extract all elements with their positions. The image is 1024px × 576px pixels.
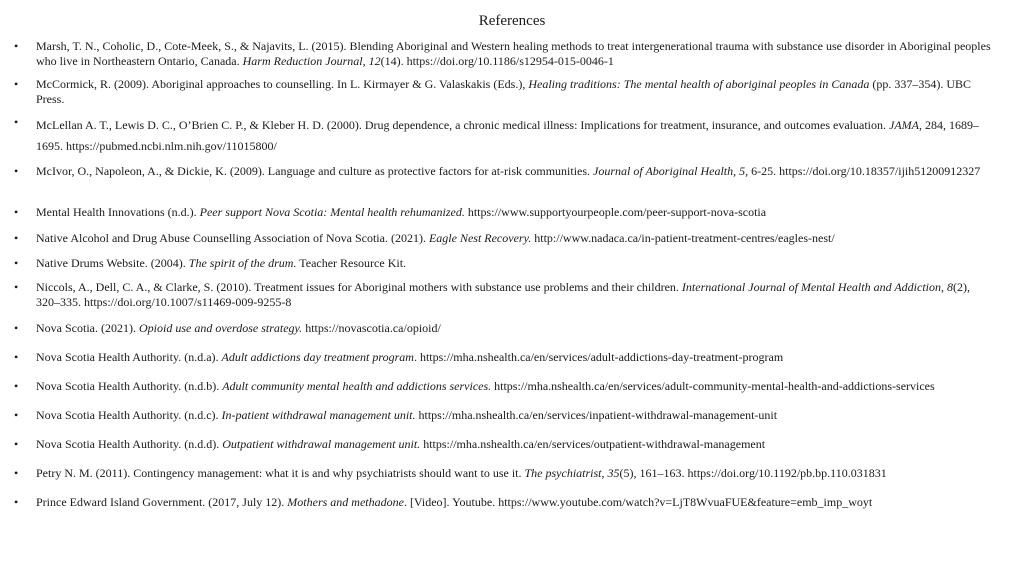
reference-text-segment: McIvor, O., Napoleon, A., & Dickie, K. (2009). Language and culture as protective factors for at-risk communities. bbox=[36, 164, 594, 178]
reference-source-title: Opioid use and overdose strategy. bbox=[138, 321, 303, 335]
bullet: • bbox=[14, 231, 19, 245]
reference-text-segment: https://mha.nshealth.ca/en/services/outpatient-withdrawal-management bbox=[420, 437, 766, 451]
reference-text-segment: Niccols, A., Dell, C. A., & Clarke, S. (2010). Treatment issues for Aboriginal mothers with substance use problems and their children. bbox=[36, 280, 682, 294]
bullet: • bbox=[14, 39, 19, 53]
bullet: • bbox=[14, 495, 19, 509]
reference-text bbox=[36, 205, 1000, 220]
reference-item bbox=[0, 39, 1000, 69]
reference-text-segment: Mental Health Innovations (n.d.). bbox=[36, 205, 200, 219]
reference-source-title: Journal of Aboriginal Health, 5, bbox=[593, 164, 749, 178]
reference-source-title: International Journal of Mental Health and Addiction bbox=[681, 280, 942, 294]
reference-text-segment: https://novascotia.ca/opioid/ bbox=[302, 321, 441, 335]
reference-text-segment: Prince Edward Island Government. (2017, July 12). bbox=[36, 495, 288, 509]
page-title: References bbox=[478, 13, 546, 29]
bullet: • bbox=[14, 350, 19, 364]
reference-item bbox=[0, 256, 1000, 271]
reference-item bbox=[0, 495, 1000, 510]
reference-item bbox=[0, 115, 1000, 157]
reference-source-title: The spirit of the drum. bbox=[188, 256, 297, 270]
reference-text-segment: (2), 320–335. https://doi.org/10.1007/s11469-009-9255-8 bbox=[36, 280, 971, 309]
reference-text bbox=[36, 350, 1000, 365]
bullet: • bbox=[14, 256, 19, 270]
reference-text-segment: https://www.supportyourpeople.com/peer-support-nova-scotia bbox=[464, 205, 767, 219]
reference-text bbox=[36, 280, 1000, 310]
reference-text-segment: Native Alcohol and Drug Abuse Counselling Association of Nova Scotia. (2021). bbox=[36, 231, 429, 245]
reference-text bbox=[36, 321, 1000, 336]
reference-item bbox=[0, 408, 1000, 423]
reference-text bbox=[36, 437, 1000, 452]
reference-text-segment: , bbox=[601, 466, 608, 480]
reference-text bbox=[36, 231, 1000, 246]
reference-text-segment: , bbox=[941, 280, 948, 294]
reference-source-title: The psychiatrist bbox=[524, 466, 602, 480]
reference-text-segment: Petry N. M. (2011). Contingency management: what it is and why psychiatrists should want to use it. bbox=[36, 466, 525, 480]
reference-source-title: Eagle Nest Recovery. bbox=[428, 231, 532, 245]
reference-text bbox=[36, 379, 1000, 394]
reference-text bbox=[36, 77, 1000, 107]
bullet: • bbox=[14, 115, 19, 129]
reference-item bbox=[0, 350, 1000, 365]
reference-text-segment: http://www.nadaca.ca/in-patient-treatment-centres/eagles-nest/ bbox=[531, 231, 835, 245]
reference-text bbox=[36, 39, 1000, 69]
reference-item bbox=[0, 280, 1000, 310]
reference-item bbox=[0, 466, 1000, 481]
bullet: • bbox=[14, 164, 19, 178]
reference-text-segment: , 284, 1689–1695. https://pubmed.ncbi.nlm.nih.gov/11015800/ bbox=[36, 118, 979, 153]
reference-source-title: Adult community mental health and addictions services. bbox=[222, 379, 492, 393]
reference-text-segment: Teacher Resource Kit. bbox=[296, 256, 407, 270]
reference-item bbox=[0, 231, 1000, 246]
reference-source-title: Mothers and methadone bbox=[287, 495, 404, 509]
reference-text-segment: . https://mha.nshealth.ca/en/services/adult-addictions-day-treatment-program bbox=[413, 350, 784, 364]
reference-source-title: Harm Reduction Journal, 12 bbox=[242, 54, 381, 68]
reference-item bbox=[0, 77, 1000, 107]
reference-text-segment: https://mha.nshealth.ca/en/services/inpatient-withdrawal-management-unit bbox=[415, 408, 778, 422]
reference-item bbox=[0, 164, 1000, 179]
reference-text-segment: Nova Scotia Health Authority. (n.d.a). bbox=[36, 350, 222, 364]
reference-item bbox=[0, 205, 1000, 220]
bullet: • bbox=[14, 437, 19, 451]
reference-text-segment: Nova Scotia Health Authority. (n.d.c). bbox=[36, 408, 222, 422]
reference-text-segment: McCormick, R. (2009). Aboriginal approaches to counselling. In L. Kirmayer & G. Valaskakis (Eds.), bbox=[36, 77, 529, 91]
reference-text-segment: McLellan A. T., Lewis D. C., O’Brien C. P., & Kleber H. D. (2000). Drug dependence, a chronic medical illness: Implications for treatment, insurance, and outcomes evaluation. bbox=[36, 118, 889, 132]
reference-source-title: Adult addictions day treatment program bbox=[221, 350, 414, 364]
reference-source-title: In-patient withdrawal management unit. bbox=[221, 408, 416, 422]
reference-text-segment: (pp. 337–354). UBC Press. bbox=[36, 77, 972, 106]
reference-source-title: JAMA bbox=[889, 118, 919, 132]
bullet: • bbox=[14, 408, 19, 422]
reference-volume: 35 bbox=[607, 466, 620, 480]
reference-text bbox=[36, 164, 1000, 179]
reference-text-segment: Nova Scotia Health Authority. (n.d.d). bbox=[36, 437, 223, 451]
reference-text bbox=[36, 495, 1000, 510]
reference-text-segment: (14). https://doi.org/10.1186/s12954-015-0046-1 bbox=[380, 54, 614, 68]
reference-volume: 8 bbox=[947, 280, 954, 294]
reference-text-segment: (5), 161–163. https://doi.org/10.1192/pb.bp.110.031831 bbox=[619, 466, 887, 480]
reference-text bbox=[36, 256, 1000, 271]
bullet: • bbox=[14, 280, 19, 294]
reference-source-title: Peer support Nova Scotia: Mental health rehumanized. bbox=[199, 205, 465, 219]
reference-text-segment: Nova Scotia. (2021). bbox=[36, 321, 139, 335]
bullet: • bbox=[14, 379, 19, 393]
reference-text bbox=[36, 408, 1000, 423]
reference-item bbox=[0, 321, 1000, 336]
reference-text-segment: 6-25. https://doi.org/10.18357/ijih51200912327 bbox=[748, 164, 981, 178]
reference-text-segment: Marsh, T. N., Coholic, D., Cote-Meek, S., & Najavits, L. (2015). Blending Aboriginal and Western healing methods to treat intergenerational trauma with substance use disorder in Aboriginal peoples who live in Northeastern Ontario, Canada. bbox=[36, 39, 991, 68]
reference-source-title: Outpatient withdrawal management unit. bbox=[222, 437, 421, 451]
reference-text bbox=[36, 466, 1000, 481]
reference-text-segment: Nova Scotia Health Authority. (n.d.b). bbox=[36, 379, 223, 393]
bullet: • bbox=[14, 466, 19, 480]
reference-source-title: Healing traditions: The mental health of aboriginal peoples in Canada bbox=[528, 77, 870, 91]
reference-text bbox=[36, 115, 1000, 157]
reference-text-segment: Native Drums Website. (2004). bbox=[36, 256, 189, 270]
bullet: • bbox=[14, 205, 19, 219]
bullet: • bbox=[14, 77, 19, 91]
reference-text-segment: . [Video]. Youtube. https://www.youtube.com/watch?v=LjT8WvuaFUE&feature=emb_imp_woyt bbox=[403, 495, 873, 509]
reference-item bbox=[0, 379, 1000, 394]
reference-item bbox=[0, 437, 1000, 452]
bullet: • bbox=[14, 321, 19, 335]
reference-text-segment: https://mha.nshealth.ca/en/services/adult-community-mental-health-and-addictions-services bbox=[491, 379, 935, 393]
